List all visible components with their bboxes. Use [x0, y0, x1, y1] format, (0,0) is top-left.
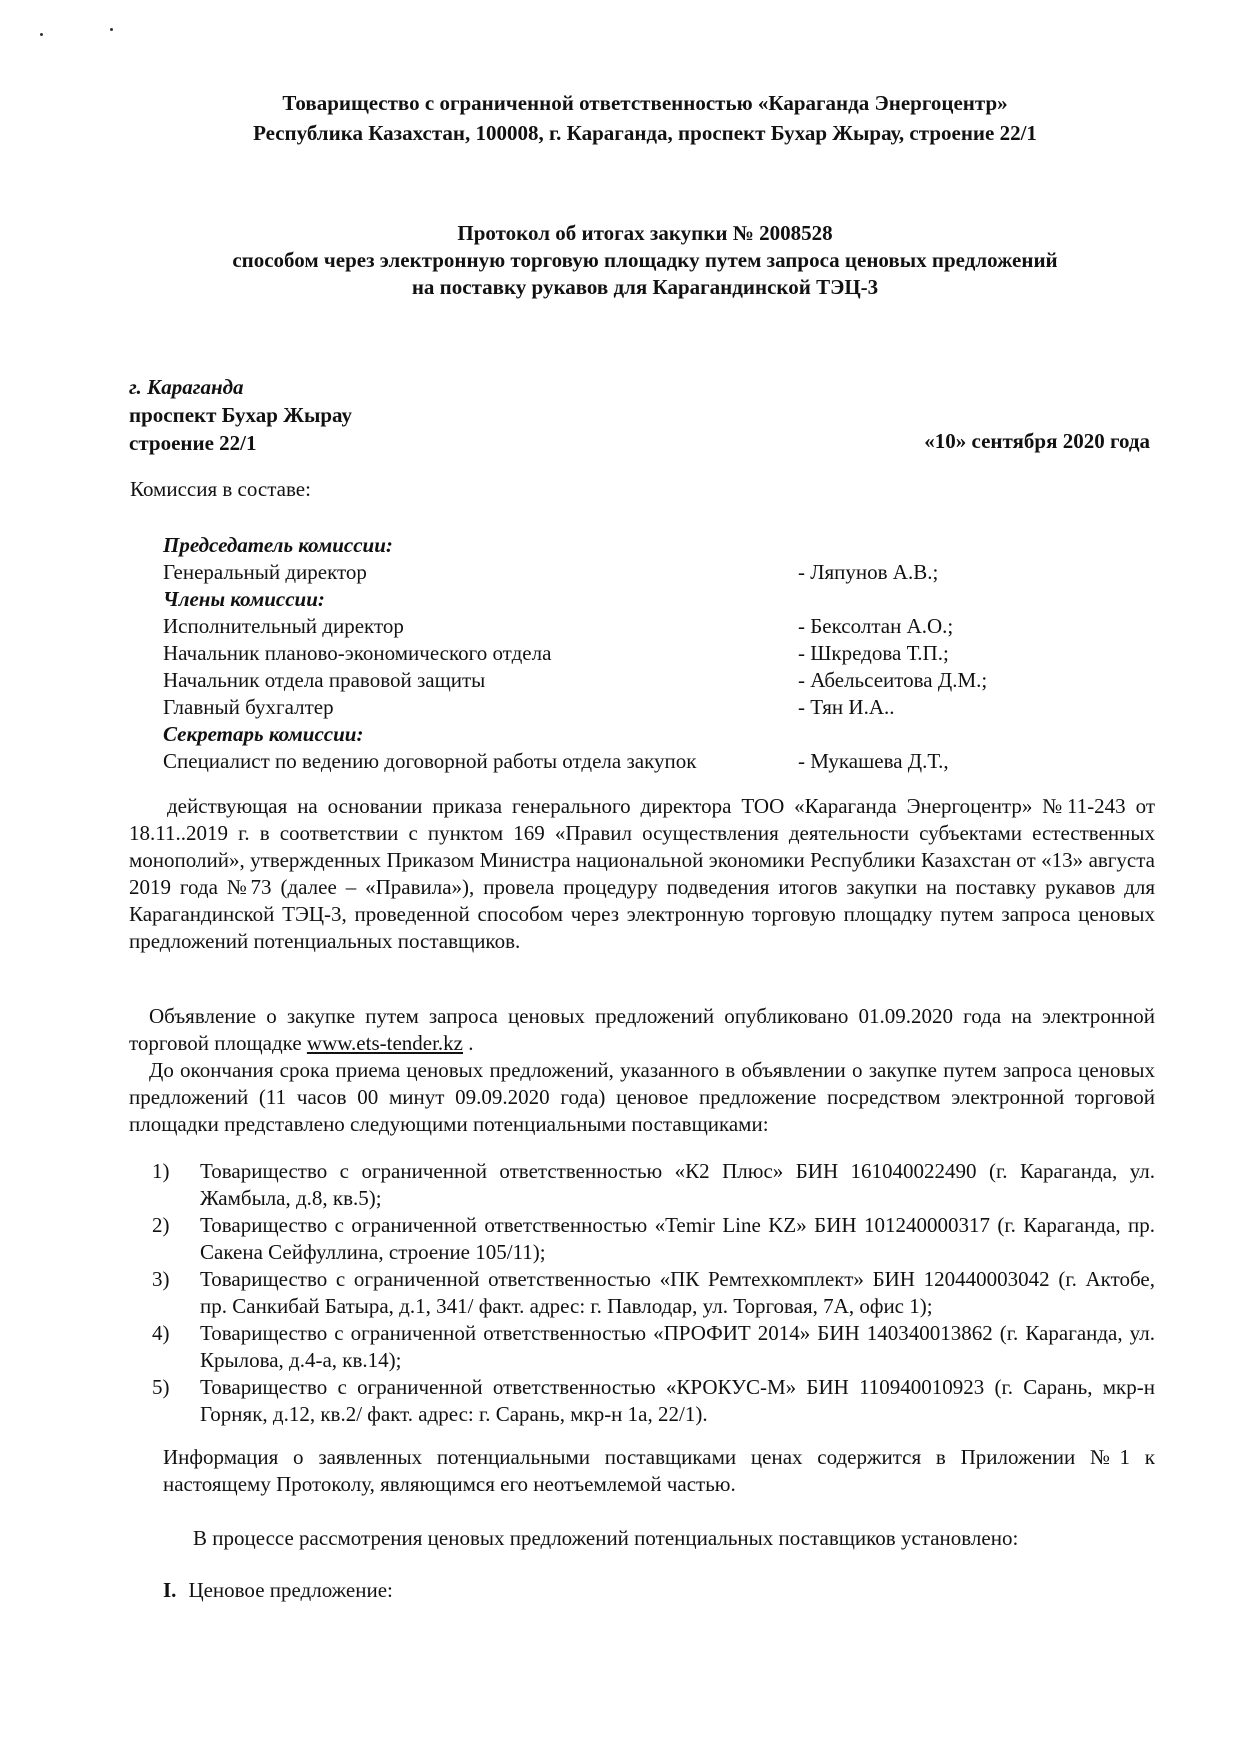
member-row [163, 667, 1043, 694]
list-item-text: Товарищество с ограниченной ответственностью «ПРОФИТ 2014» БИН 140340013862 (г. Караганда, ул. Крылова, д.4-а, кв.14); [200, 1321, 1155, 1372]
member-name: - Ляпунов А.В.; [798, 560, 939, 584]
member-role: Генеральный директор [163, 560, 367, 584]
member-row [163, 613, 1043, 640]
member-role: Исполнительный директор [163, 614, 404, 638]
title-line-1: Протокол об итогах закупки № 2008528 [457, 221, 833, 245]
commission-members [163, 532, 1043, 775]
scan-speck [110, 28, 113, 31]
list-item-text: Товарищество с ограниченной ответственностью «КРОКУС-М» БИН 110940010923 (г. Сарань, мкр-н Горняк, д.12, кв.2/ факт. адрес: г. Сарань, мкр-н 1а, 22/1). [200, 1375, 1155, 1426]
member-row [163, 640, 1043, 667]
member-role: Специалист по ведению договорной работы отдела закупок [163, 749, 697, 773]
list-item [152, 1212, 1155, 1266]
member-name: - Тян И.А.. [798, 695, 895, 719]
price-info-paragraph: Информация о заявленных потенциальными поставщиками ценах содержится в Приложении №1 к настоящему Протоколу, являющимся его неотъемлемой частью. [163, 1445, 1155, 1496]
chair-heading: Председатель комиссии: [163, 533, 393, 557]
location-city: г. Караганда [129, 375, 244, 399]
deadline-paragraph: До окончания срока приема ценовых предложений, указанного в объявлении о закупке путем запроса ценовых предложений (11 часов 00 минут 09.09.2020 года) ценовое предложение посредством электронной торговой площадки представлено следующими потенциальными поставщиками: [129, 1058, 1155, 1136]
list-item-number: 5) [152, 1375, 170, 1399]
list-item [152, 1158, 1155, 1212]
location-street: проспект Бухар Жырау [129, 403, 352, 427]
title-line-3: на поставку рукавов для Карагандинской ТЭЦ-3 [411, 275, 879, 299]
members-heading: Члены комиссии: [163, 587, 325, 611]
protocol-title [120, 220, 1170, 301]
list-item [152, 1320, 1155, 1374]
title-line-2: способом через электронную торговую площадку путем запроса ценовых предложений [232, 248, 1058, 272]
member-row [163, 559, 1043, 586]
list-item [152, 1266, 1155, 1320]
member-role: Главный бухгалтер [163, 695, 334, 719]
section-number: I. [163, 1578, 177, 1602]
member-row [163, 694, 1043, 721]
commission-label: Комиссия в составе: [130, 477, 311, 501]
member-name: - Шкредова Т.П.; [798, 641, 949, 665]
organization-name: Товарищество с ограниченной ответственностью «Караганда Энергоцентр» [282, 91, 1008, 115]
list-item-number: 4) [152, 1321, 170, 1345]
list-item-text: Товарищество с ограниченной ответственностью «Temir Line KZ» БИН 101240000317 (г. Караганда, пр. Сакена Сейфуллина, строение 105/11); [200, 1213, 1155, 1264]
member-role: Начальник планово-экономического отдела [163, 641, 552, 665]
list-item-text: Товарищество с ограниченной ответственностью «К2 Плюс» БИН 161040022490 (г. Караганда, ул. Жамбыла, д.8, кв.5); [200, 1159, 1155, 1210]
announcement-paragraph: Объявление о закупке путем запроса ценовых предложений опубликовано 01.09.2020 года на электронной торговой площадке www.ets-tender.kz . [129, 1004, 1155, 1055]
list-item-number: 2) [152, 1213, 170, 1237]
list-item-text: Товарищество с ограниченной ответственностью «ПК Ремтехкомплект» БИН 120440003042 (г. Актобе, пр. Санкибай Батыра, д.1, 341/ факт. адрес: г. Павлодар, ул. Торговая, 7А, офис 1); [200, 1267, 1155, 1318]
list-item [152, 1374, 1155, 1428]
list-item-number: 3) [152, 1267, 170, 1291]
basis-paragraph: действующая на основании приказа генерального директора ТОО «Караганда Энергоцентр» №11-243 от 18.11..2019 г. в соответствии с пунктом 169 «Правил осуществления деятельности субъектами естественных монополий», утвержденных Приказом Министра национальной экономики Республики Казахстан от «13» августа 2019 года №73 (далее – «Правила»), провела процедуру подведения итогов закупки на поставку рукавов для Карагандинской ТЭЦ-3, проведенной способом через электронную торговую площадку путем запроса ценовых предложений потенциальных поставщиков. [129, 794, 1155, 953]
location-building: строение 22/1 [129, 431, 257, 455]
secretary-heading: Секретарь комиссии: [163, 722, 364, 746]
member-row [163, 748, 1043, 775]
list-item-number: 1) [152, 1159, 170, 1183]
review-findings-line: В процессе рассмотрения ценовых предложений потенциальных поставщиков установлено: [193, 1526, 1019, 1550]
ets-tender-link[interactable]: www.ets-tender.kz [306, 1031, 463, 1055]
supplier-list [152, 1158, 1155, 1428]
member-name: - Мукашева Д.Т., [798, 749, 949, 773]
section-heading [163, 1578, 393, 1603]
section-label: Ценовое предложение: [188, 1578, 393, 1602]
organization-header [120, 88, 1170, 148]
location-block [129, 373, 352, 457]
member-role: Начальник отдела правовой защиты [163, 668, 486, 692]
protocol-date: «10» сентября 2020 года [924, 429, 1150, 453]
member-name: - Абельсеитова Д.М.; [798, 668, 988, 692]
scan-speck [40, 33, 43, 36]
organization-address: Республика Казахстан, 100008, г. Караганда, проспект Бухар Жырау, строение 22/1 [253, 121, 1037, 145]
member-name: - Бексолтан А.О.; [798, 614, 954, 638]
